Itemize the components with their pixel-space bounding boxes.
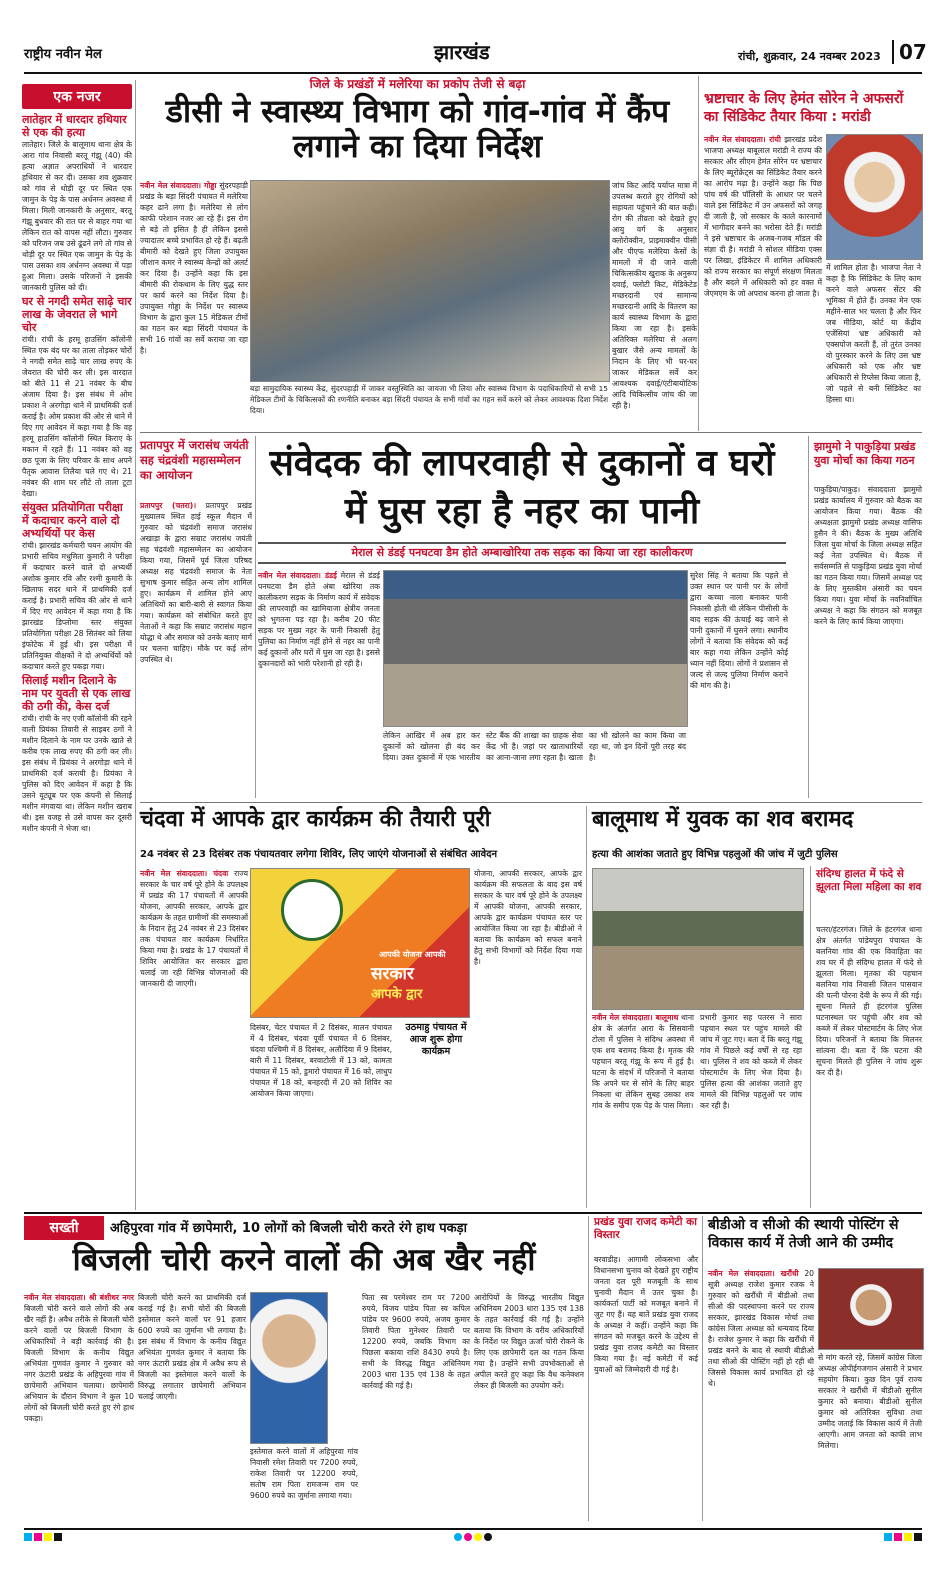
story-fanda-headline: संदिग्ध हालत में फंदे से झूलता मिला महिला का शव (816, 868, 922, 893)
story-chandwa-body-mid: दिसंबर, चेटर पंचायत में 2 दिसंबर, मालन पंचायत में 4 दिसंबर, चंदवा पूर्वी पंचायत में 6 दिसंबर, चंदवा पश्चिमी में 8 दिसंबर, अलौदिया में 9 दिसंबर, बारी में 11 दिसंबर, बरवाटोली में 13 को, कामता पंचायत में 15 को, डुमारो पंचायत में 16 को, लाधुप पंचायत में 18 को, बनहरदी में 20 को शिविर का आयोजन किया जाएगा। (250, 1023, 392, 1098)
black-swatch (914, 1533, 922, 1541)
registration-marks (24, 1533, 62, 1541)
story-bijli-body-right: पिता स्व परमेश्वर राम पर 7200 रुपये, विजय पांडेय पिता स्व कपिल पांडेय पर 9600 रुपये, अजय कुमार तिवारी पिता मुनेश्वर तिवारी पर 12200 रुपये, जबकि विभाग का पिछला बकाया राशि 8430 रुपये है। सभी के विरुद्ध विद्युत अधिनियम 2003 धारा 135 एवं 138 के तहत कार्रवाई की गई है। (362, 1293, 470, 1390)
sidebar-list (22, 113, 132, 834)
yellow-swatch (904, 1533, 912, 1541)
story-prakhand-body: बरवाडीह। आगामी लोकसभा और विधानसभा चुनाव को देखते हुए राष्ट्रीय जनता दल पूरी मजबूती के साथ चुनावी मैदान में उतर चुका है। कार्यकर्ता पार्टी को मजबूत बनाने में जुट गए हैं। यह बातें प्रखंड युवा राजद के अध्यक्ष ने कहीं। उन्होंने कहा कि संगठन को मजबूत करने के उद्देश्य से प्रखंड युवा राजद कमेटी का विस्तार किया गया है। नई कमेटी में कई युवाओं को जिम्मेदारी दी गई है। (594, 1255, 698, 1374)
story-hemant-headline: भ्रष्टाचार के लिए हेमंत सोरेन ने अफसरों का सिंडिकेट तैयार किया : मरांडी (704, 91, 904, 125)
story-bijli-headline: बिजली चोरी करने वालों की अब खैर नहीं (72, 1242, 536, 1278)
sidebar-nazar (22, 84, 132, 1204)
banner-line-1: आपकी योजना आपकी (379, 950, 446, 959)
story-bdo-body (708, 1268, 814, 1518)
story-dc-photo (250, 180, 610, 382)
story-dc-body-right: जांच किट आदि पर्याप्त मात्रा में उपलब्ध कराते हुए रोगियों को सहायता पहुंचाने की बात कही। रोग की तीव्रता को देखते हुए आयु वर्ग के अनुसार क्लोरोक्वीन, प्राइमाक्वीन पीसी और पीएफ मलेरिया केसों के मामलों में दी जाने वाली चिकित्सकीय खुराक के अनुरूप दवाई, फ्लोटी किट, मेडिकेटेड मच्छरदानी एवं सामान्य मच्छरदानी आदि के वितरण का कार्य स्वास्थ्य विभाग के द्वारा किया जा रहा है। इसके अतिरिक्त मलेरिया से अलग बुखार जैसे अन्य मामलों के निदान के लिए भी घर-घर जाकर मेडिकल सर्वे कर आवश्यक दवाई/एंटीबायोटिक आदि चिकित्सीय जांच की जा रही है। (612, 181, 697, 410)
story-balumath-byline: नवीन मेल संवाददाता। बालूमाथ (592, 1013, 679, 1022)
black-swatch (484, 1533, 492, 1541)
story-bijli-body-far: आरोपियों के विरुद्ध भारतीय विद्युत अधिनियम 2003 धारा 135 एवं 138 के तहत कार्रवाई की गई है। उन्होंने बताया कि विभाग के वरीय अधिकारियों के निर्देश पर विद्युत ऊर्जा चोरी रोकने के लिए एक छापेमारी दल का गठन किया गया है। उन्होंने सभी उपभोक्ताओं से अपील करते हुए कहा कि वैध कनेक्शन लेकर ही बिजली का उपयोग करें। (474, 1293, 584, 1390)
officer-portrait (250, 1292, 328, 1444)
story-bijli-body-mid: बिजली चोरी करने का प्राथमिकी दर्ज कराई गई है। सभी चोरों की बिजली इस्तेमाल करने वालों पर 91 हजार 600 रुपये का जुर्माना भी लगाया है। इस संबंध में विभाग के कनीय विद्युत अभियंता गुणवंत कुमार ने बताया कि नगर ऊंटारी प्रखंड क्षेत्र में अवैध रूप से बिजली का इस्तेमाल करने वालों के विरुद्ध लगातार छापेमारी अभियान चलाई जाएगी। (138, 1293, 246, 1401)
sidebar-item-title: सिलाई मशीन दिलाने के नाम पर युवती से एक लाख की ठगी की, केस दर्ज (22, 674, 131, 713)
sidebar-item-body: रांची। झारखंड कर्मचारी चयन आयोग की प्रभारी सचिव मधुमिता कुमारी ने परीक्षा में कदाचार करने वाले दो अभ्यर्थी अशोक कुमार रवि और रश्मी कुमारी के खिलाफ सदर थाने में प्राथमिकी दर्ज कराई है। प्रभारी सचिव की ओर से थाने में दिए गए आवेदन में कहा गया है कि झारखंड डिप्लोमा स्तर संयुक्त प्रतियोगिता परीक्षा 28 सितंबर को लिया इंफोटेक में हुई थी। इस परीक्षा में प्रतिनियुक्त वीक्षकों ने दो अभ्यर्थियों को कदाचार करते हुए पकड़ा गया। (22, 541, 132, 671)
magenta-swatch (894, 1533, 902, 1541)
registration-marks (884, 1533, 922, 1541)
newspaper-logo: राष्ट्रीय नवीन मेल (24, 47, 102, 62)
sidebar-item-title: घर से नगदी समेत साढ़े चार लाख के जेवरात ले भागे चोर (22, 295, 132, 334)
sidebar-item-body: रांची। रांची के हरमू हाउसिंग कॉलोनी स्थित एक बंद घर का ताला तोड़कर चोरों ने नगदी समेत साढ़े चार लाख रुपए के जेवरात की चोरी कर ली। इस वारदात को बीते 11 से 21 नवंबर के बीच अंजाम दिया है। इस संबंध में ओम प्रकाश ने अरगोड़ा थाने में प्राथमिकी दर्ज कराई है। ओम प्रकाश की ओर से थाने में दिए गए आवेदन में कहा गया है कि वह हरमू हाउसिंग कॉलोनी स्थित किराए के मकान में रहते हैं। 11 नवंबर को वह छठ पूजा के लिए परिवार के साथ अपने पैतृक आवास तिलैया चले गए थे। 21 नवंबर की शाम घर लौटे तो ताला टूटा देखा। (22, 335, 132, 498)
story-dc-caption: बड़ा सामुदायिक स्वास्थ्य केंद्र, सुंदरपहाड़ी में जाकर वस्तुस्थिति का जायजा भी लिया और स्वास्थ्य विभाग के पदाधिकारियों से सभी 15 मेडिकल टीमों के चिकित्सकों की रणनीति बनाकर बड़ा सिंदरी पंचायत के सभी गांवों का गहन सर्वे करने को लेकर आवश्यक दिशा निर्देश दिया। (250, 384, 608, 415)
story-bijli-text: बिजली चोरी करने वाले लोगों की अब खैर नहीं है। अवैध तरीके से बिजली चोरी करने वालों पर बिजली विभाग के अधिकारियों ने बड़ी कार्रवाई की है। बिजली विभाग के कनीय विद्युत अभियंता गुणवंत कुमार ने गुरुवार को नगर ऊंटारी प्रखंड के अहिपुरवा गांव में छापेमारी अभियान चलाया। छापेमारी अभियान के दौरान विभाग ने कुल 10 लोगों को बिजली चोरी करते हुए रंगे हाथ पकड़ा। (24, 1304, 134, 1423)
story-jarasandh-text: प्रतापपुर प्रखंड मुख्यालय स्थित हाई स्कूल मैदान में गुरुवार को चंद्रवंशी समाज जरासंध अखाड़ा के द्वारा सम्राट जरासंध जयंती सह चंद्रवंशी महासम्मेलन का आयोजन किया गया, जिसमें पूर्व जिला परिषद अध्यक्ष सह चंद्रवंशी समाज के नेता सुभाष कुमार सहित अन्य लोग शामिल हुए। कार्यक्रम में शामिल होने आए अतिथियों का बारी-बारी से स्वागत किया गया। कार्यक्रम को संबोधित करते हुए नेताओं ने कहा कि सम्राट जरासंध महान योद्धा थे और समाज को उनके बताए मार्ग पर चलना चाहिए। मौके पर कई लोग उपस्थित थे। (140, 501, 252, 664)
story-bijli-caption: इस्तेमाल करने वालों में अहिपुरवा गांव निवासी रमेश तिवारी पर 7200 रुपये, राकेश तिवारी पर 12200 रुपये, सतोष राम पिता रामजन्म राम पर 9600 रुपये का जुर्माना लगाया गया। (250, 1447, 358, 1500)
sidebar-item (22, 674, 132, 834)
story-bijli-tag: सख्ती (24, 1216, 104, 1240)
page-number: 07 (892, 40, 927, 64)
sidebar-item (22, 295, 132, 499)
story-balumath-body-left (592, 1012, 694, 1208)
yellow-swatch (44, 1533, 52, 1541)
black-swatch (54, 1533, 62, 1541)
story-canal-body-left (258, 570, 380, 798)
masthead (24, 34, 927, 74)
section-title: झारखंड (434, 40, 490, 64)
story-chandwa-byline: नवीन मेल संवाददाता। चंदवा (140, 869, 229, 878)
sidebar-label: एक नजर (22, 84, 132, 109)
story-bdo-text: 20 सूत्री अध्यक्ष राजेश कुमार रजक ने गुरुवार को खरौंधी में बीडीओ तथा सीओ की पदस्थापना करने पर राज्य सरकार, झारखंड विकास मोर्चा तथा कांग्रेस जिला अध्यक्ष को धन्यवाद दिया है। राजेश कुमार ने कहा कि खरौंधी में प्रखंड बनने के बाद से स्थायी बीडीओ तथा सीओ की पोस्टिंग नहीं हो रही थी जिससे विकास कार्य प्रभावित हो रहे थे। (708, 1269, 814, 1388)
story-canal-headline: संवेदक की लापरवाही से दुकानों व घरों में घुस रहा है नहर का पानी (269, 443, 775, 532)
magenta-swatch (464, 1533, 472, 1541)
banner-line-2: सरकार (371, 964, 414, 984)
story-bijli-body-left (24, 1292, 134, 1517)
rajak-portrait (818, 1268, 924, 1350)
story-dc-body-left (140, 180, 248, 425)
story-jarasandh-byline: प्रतापपुर (चतरा)। (140, 501, 197, 510)
story-canal-byline: नवीन मेल संवाददाता। डंडई (258, 571, 337, 580)
story-hemant-text: झारखंड प्रदेश भाजपा अध्यक्ष बाबूलाल मरांडी ने राज्य की सरकार और सीएम हेमंत सोरेन पर भ्रष्टाचार के लिए ब्यूरोक्रेट्स का सिंडिकेट तैयार करने का आरोप मढ़ा है। उन्होंने कहा कि पिछ पांच वर्ष की पॉलिसी के आधार पर चलने वाले इस सिंडिकेट में उन अफसरों को जगह दी जाती है, जो सरकार के काले कारनामों में भागीदार बनने का भरोसा देते हैं। मरांडी ने इसे भ्रष्टाचार के अजब-गजब मॉडल की संज्ञा दी है। मरांडी ने सोशल मीडिया एक्स पर लिखा, इंडिकेटर में शामिल अधिकारी को राज्य सरकार का संपूर्ण संरक्षण मिलता है और बदले में अधिकारी को हर वक्त में जेएमएम के जो अपराध करना हो जाता है। (704, 135, 822, 298)
sidebar-item-body: रांची। रांची के नए एजी कॉलोनी की रहने वाली प्रियंका तिवारी से साइबर ठगों ने मशीन दिलाने के नाम पर उनके खाते से करीब एक लाख रुपए की ठगी कर ली। इस संबंध में प्रियंका ने अरगोड़ा थाने में प्राथमिकी दर्ज करायी है। प्रियंका ने पुलिस को दिए आवेदन में कहा है कि उसने यूट्यूब पर एक कंपनी से सिलाई मशीन मंगवाया था। लेकिन मशीन खराब थी। इस वजह से उसे वापस कर दूसरी मशीन कंपनी ने भेजा था। (22, 714, 132, 833)
story-yuva-headline: झामुमो ने पाकुड़िया प्रखंड युवा मोर्चा का किया गठन (814, 440, 916, 467)
magenta-swatch (34, 1533, 42, 1541)
marandi-portrait (826, 134, 923, 260)
story-balumath-text: थाना क्षेत्र के अंतर्गत आरा के सिसवानी टोला में पुलिस ने संदिग्ध अवस्था में एक शव बरामद किया है। मृतक की पहचान बरतू गंझू के रूप में हुई है। घटना के संदर्भ में परिजनों ने बताया कि अपने घर से सोने के लिए बाहर निकला था लेकिन सुबह उसका शव गांव के समीप एक पेड़ के पास मिला। (592, 1013, 695, 1110)
story-canal-body-right: सुरेश सिंह ने बताया कि पहले से उक्त स्थान पर पानी पर के लोगों द्वारा कच्चा नाला बनाकर पानी निकासी होती थी लेकिन पीसीसी के बाद सड़क की ऊंचाई बढ़ जाने से पानी दुकानों में घुसने लगा। स्थानीय लोगों ने बताया कि संवेदक को कई बार कहा गया लेकिन उन्होंने कोई ध्यान नहीं दिया। लोगों ने प्रशासन से जल्द से जल्द पुलिया निर्माण कराने की मांग की है। (690, 571, 788, 690)
story-dc-headline: डीसी ने स्वास्थ्य विभाग को गांव-गांव में कैंप लगाने का दिया निर्देश (165, 92, 670, 165)
sidebar-item-title: संयुक्त प्रतियोगिता परीक्षा में कदाचार करने वाले दो अभ्यर्थियों पर केस (22, 501, 123, 540)
story-chandwa-banner (250, 868, 470, 1018)
yellow-swatch (474, 1533, 482, 1541)
sidebar-item-title: लातेहार में धारदार हथियार से एक की हत्या (22, 113, 127, 139)
story-chandwa-body-left (140, 868, 248, 1208)
story-dc-kicker: जिले के प्रखंडों में मलेरिया का प्रकोप तेजी से बढ़ा (309, 77, 526, 91)
story-chandwa-panchayat-title: उठमाहु पंचायत में आज शुरू होगा कार्यक्रम (405, 1022, 467, 1057)
story-chandwa-text: राज्य सरकार के चार वर्ष पूरे होने के उपलक्ष्य में प्रखंड की 17 पंचायतों में आपकी योजना, आपकी सरकार, आपके द्वार कार्यक्रम के तहत ग्रामीणों की समस्याओं के निदान हेतु 24 नवंबर से 23 दिसंबर तक पंचायत वार कार्यक्रम निर्धारित किया गया है। प्रखंड के 17 पंचायतों में शिविर आयोजित कर सरकार द्वारा चलाई जा रही विभिन्न योजनाओं की जानकारी दी जाएगी। (140, 869, 248, 988)
story-bdo-body2: से मांग करते रहे, जिसमें कांग्रेस जिला अध्यक्ष ओपीईगजगान अंसारी ने प्रभार सहयोग किया। कुछ दिन पूर्व राज्य सरकार ने खरौंधी में बीडीओ सुनील कुमार को बनाया। बीडीओ सुनील कुमार को अतिरिक्त सुविधा तथा उम्मीद जताई कि विकास कार्य में तेजी आएगी। आम जनता को काफी लाभ मिलेगा। (818, 1353, 922, 1450)
sidebar-item-body: लातेहार। जिले के बालूमाथ थाना क्षेत्र के आरा गांव निवासी बरतू गंझू (40) की हत्या अज्ञात अपराधियों ने धारदार हथियार से कर दी। उसका शव शुक्रवार को गांव से थोड़ी दूर पर स्थित एक जामुन के पेड़ के पास अर्धनग्न अवस्था में मिला। मिली जानकारी के अनुसार, बरतू गंझू बुधवार की रात घर से बाहर गया था लेकिन रात को वापस नहीं लौटा। गुरुवार को परिजन जब उसे ढूंढने लगे तो गांव से थोड़ी दूर पर स्थित एक जामुन के पेड़ के पास उसका शव अर्धनग्न अवस्था में पड़ा हुआ मिला। उसके परिजनों ने इसकी जानकारी पुलिस को दी। (22, 140, 132, 292)
story-chandwa-subhead: 24 नवंबर से 23 दिसंबर तक पंचायतवार लगेगा शिविर, लिए जाएंगे योजनाओं से संबंधित आवेदन (140, 849, 498, 860)
story-jarasandh-headline: प्रतापपुर में जरासंध जयंती सह चंद्रवंशी महासम्मेलन का आयोजन (140, 438, 249, 482)
registration-marks (454, 1533, 492, 1541)
story-hemant-byline: नवीन मेल संवाददाता। रांची (704, 135, 781, 144)
story-hemant-body (704, 134, 822, 430)
footer-register-strip (24, 1528, 922, 1542)
story-canal-text: मेराल से डंडई पनघटवा डैम होते अंबा खोरिया तक कालीकरण सड़क के निर्माण कार्य में संवेदक की लापरवाही का खामियाजा क्षेत्रीय जनता को भुगतना पड़ रहा है। करीब 20 फीट सड़क पर मुख्य नहर के पानी निकासी हेतु पुलिया का निर्माण नहीं होने से नहर का पानी कई दुकानों और घरों में घुस जा रहा है। इससे दुकानदारों को भारी परेशानी हो रही है। (258, 571, 380, 668)
story-canal-subhead: मेराल से डंडई पनघटवा डैम होते अम्बाखोरिया तक सड़क का किया जा रहा कालीकरण (258, 542, 786, 564)
story-bdo-headline: बीडीओ व सीओ की स्थायी पोस्टिंग से विकास कार्य में तेजी आने की उम्मीद (708, 1217, 899, 1251)
story-balumath-body-right: प्रभारी कुमार सह पतरस ने सारा पहचान स्थल पर पहुंच मामले की जांच में जुट गए। बता दें कि बरतू गंझू गांव में पिछले कई वर्षों से रह रहा था। पुलिस ने शव को कब्जे में लेकर पोस्टमार्टम के लिए भेज दिया है। पुलिस हत्या की आशंका जताते हुए मामले की विभिन्न पहलुओं पर जांच कर रही है। (700, 1013, 802, 1110)
dateline: रांची, शुक्रवार, 24 नवम्बर 2023 (738, 50, 881, 63)
story-balumath-headline: बालूमाथ में युवक का शव बरामद (592, 807, 854, 832)
story-prakhand-headline: प्रखंड युवा राजद कमेटी का विस्तार (594, 1216, 697, 1241)
cyan-swatch (454, 1533, 462, 1541)
story-canal-body-mid: लेकिन आखिर में अब हार कर दुकानों को खोलना ही बंद कर दिया। उक्त दुकानों में एक भारतीय स्टेट बैंक की शाखा का ग्राहक सेवा केंद्र भी है। जहां पर खाताधारियों का आना-जाना लगा रहता है। खाता का भी खोलने का काम किया जा रहा था, जो इन दिनों पूरी तरह बंद है। (383, 731, 686, 762)
story-bijli-byline: नवीन मेल संवाददाता। श्री बंशीधर नगर (24, 1293, 134, 1302)
story-jarasandh-body (140, 500, 252, 798)
emblem-icon (281, 879, 343, 941)
cyan-swatch (884, 1533, 892, 1541)
story-dc-text: सुंदरपहाड़ी प्रखंड के बड़ा सिंदरी पंचायत में मलेरिया कहर ढाने लगा है। मलेरिया से लोग काफी परेशान नजर आ रहे हैं। इस रोग से बड़े तो इसित है ही लेकिन इससे ज्यादातर बच्चे प्रभावित हो रहे हैं। बढ़ती बीमारी को देखते हुए जिला उपायुक्त जीशान कमर ने स्वास्थ्य केन्द्रों को अलर्ट कर दिया है। उन्होंने कहा कि इस बीमारी की रोकथाम के लिए युद्ध स्तर पर कार्य करने का निर्देश दिया है। उपायुक्त गोड्डा के निर्देश पर स्वास्थ्य विभाग के द्वारा कुल 15 मेडिकल टीमों का गठन कर बड़ा सिंदरी पंचायत के सभी 16 गांवों का सर्वे कराया जा रहा है। (140, 181, 248, 355)
story-yuva-body: पाकुड़िया/पाकुड़। संवाददाता झामुमो प्रखंड कार्यालय में गुरुवार को बैठक का आयोजन किया गया। बैठक की अध्यक्षता झामुमो प्रखंड अध्यक्ष वासिफ हुसैन ने की। बैठक के मुख्य अतिथि जिला युवा मोर्चा के जिला अध्यक्ष सहित कई नेता उपस्थित थे। बैठक में सर्वसम्मति से पाकुड़िया प्रखंड युवा मोर्चा का गठन किया गया। जिसमें अध्यक्ष पद के लिए मुस्तकीम अंसारी का चयन किया गया। युवा मोर्चा के नवनिर्वाचित अध्यक्ष ने कहा कि संगठन को मजबूत करने के लिए कार्य किया जाएगा। (814, 485, 922, 626)
story-hemant-body2: में शामिल होता है। भाजपा नेता ने कहा है कि सिंडिकेट के लिए काम करने वाले अफसर सेंटर की भूमिका में होते हैं। उनका मेन एक महीने-साल भर चलता है और फिर जब मीडिया, कोर्ट या केंद्रीय एजेंसियां भ्रष्ट अधिकारी को एक्सपोज करती हैं, तो तुरंत उनका वो पुरस्कार करने के लिए उस भ्रष्ट अधिकारी को एक और भ्रष्ट अधिकारी से रिप्लेस किया जाता है, जो पहले से बनी सिंडिकेट का हिस्सा था। (826, 263, 921, 404)
sidebar-item (22, 113, 132, 293)
story-bijli-kicker: अहिपुरवा गांव में छापेमारी, 10 लोगों को बिजली चोरी करते रंगे हाथ पकड़ा (110, 1221, 467, 1236)
story-bdo-byline: नवीन मेल संवाददाता। खरौंधी (708, 1269, 799, 1278)
story-chandwa-body-right: योजना, आपकी सरकार, आपके द्वार कार्यक्रम की सफलता के बाद इस वर्ष सरकार के चार वर्ष पूरे होने के उपलक्ष्य में आपकी योजना, आपकी सरकार, आपके द्वार कार्यक्रम पंचायत स्तर पर आयोजित किया जा रहा है। बीडीओ ने बताया कि कार्यक्रम को सफल बनाने हेतु सभी विभागों को निर्देश दिया गया है। (474, 869, 582, 966)
story-canal-photo (383, 570, 688, 727)
cyan-swatch (24, 1533, 32, 1541)
story-chandwa-headline: चंदवा में आपके द्वार कार्यक्रम की तैयारी पूरी (140, 807, 491, 832)
story-fanda-body: चतरा/हंटरगंज। जिले के हंटरगंज थाना क्षेत्र अंतर्गत पांडेयपुरा पंचायत के बलनिया गांव की एक विवाहिता का शव घर में ही संदिग्ध हालत में फंदे से झूलता मिला। मृतका की पहचान बलनिया गांव निवासी जितन पासवान की पत्नी पोरना देवी के रूप में की गई। सूचना मिलते ही हंटरगंज पुलिस घटनास्थल पर पहुंची और शव को कब्जे में लेकर पोस्टमार्टम के लिए भेज दिया। परिजनों ने बताया कि मिलनर सांत्वना दी। बता दें कि घटना की सूचना मिलते ही पुलिस ने जांच शुरू कर दी है। (816, 925, 922, 1077)
story-balumath-subhead: हत्या की आशंका जताते हुए विभिन्न पहलुओं की जांच में जुटी पुलिस (592, 849, 838, 860)
story-dc-byline: नवीन मेल संवाददाता। गोड्डा (140, 181, 217, 190)
sidebar-item (22, 501, 132, 672)
story-balumath-photo (592, 868, 804, 1010)
banner-line-3: आपके द्वार (371, 987, 423, 1002)
